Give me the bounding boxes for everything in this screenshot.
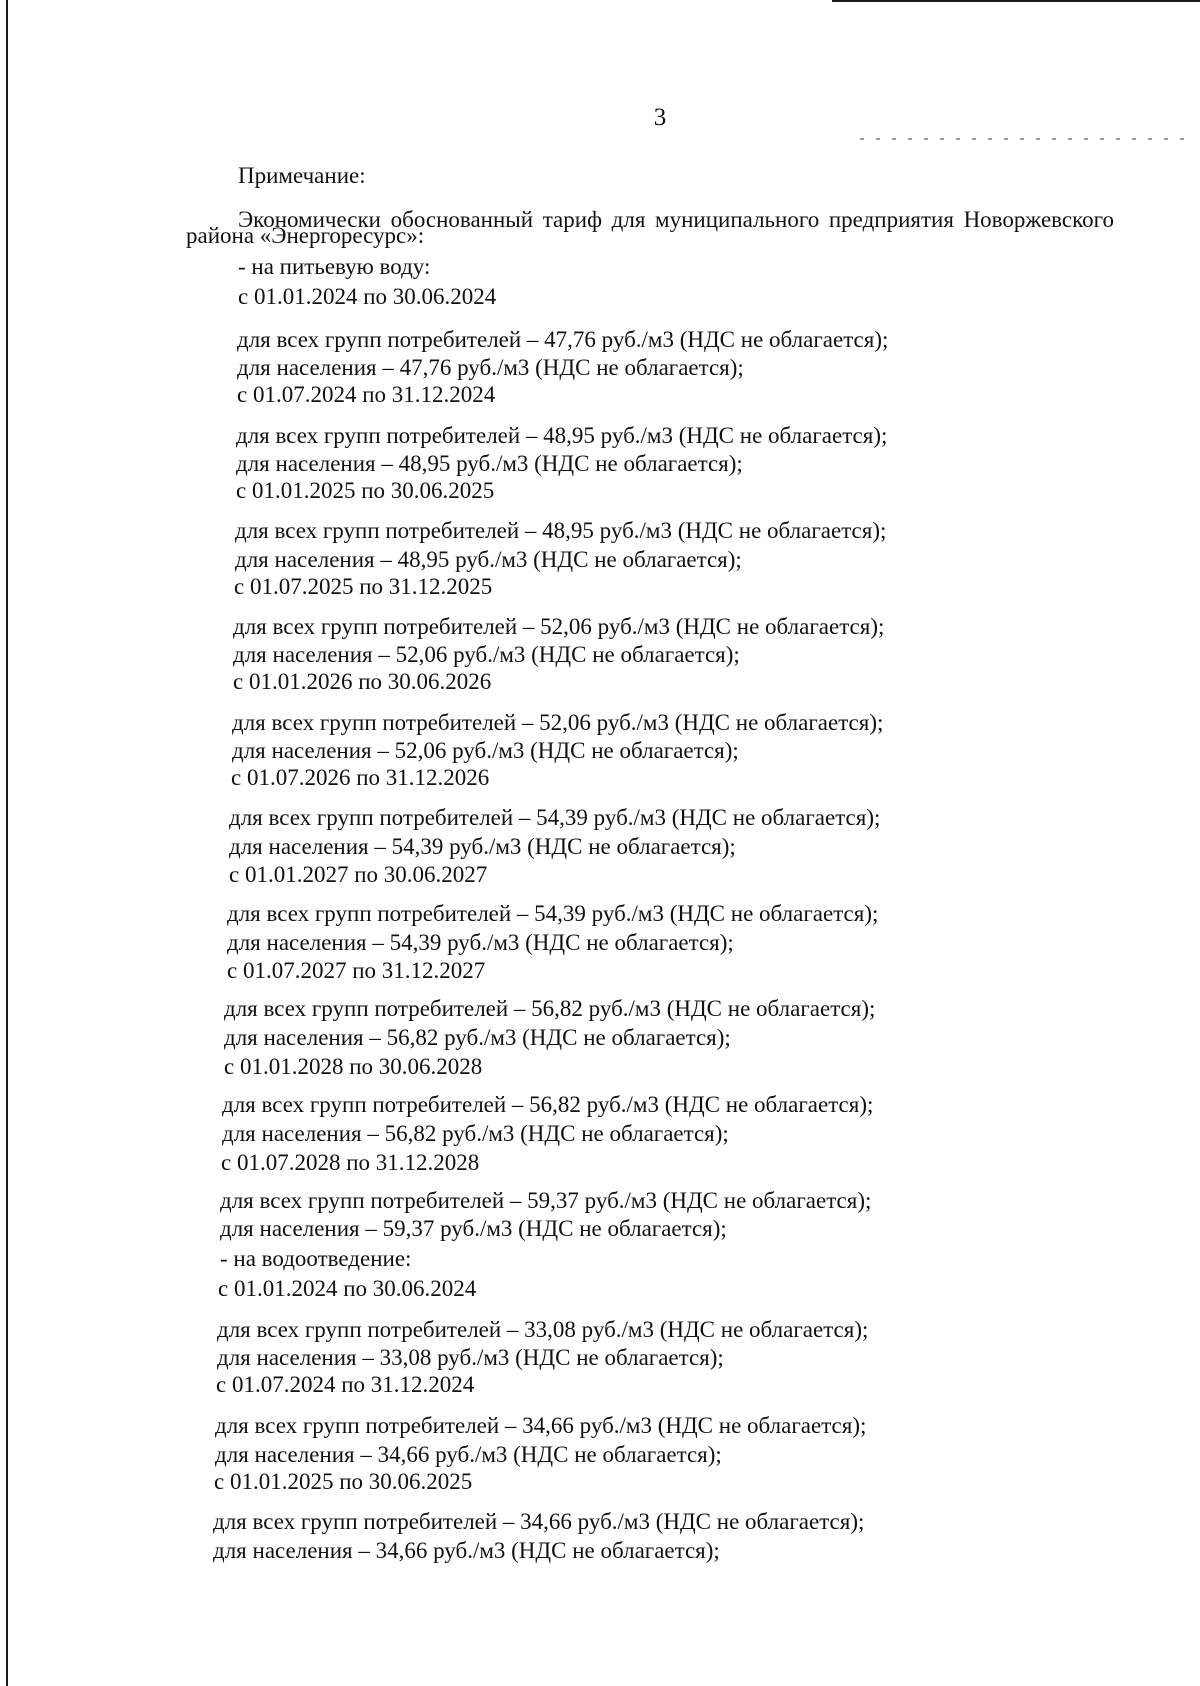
tariff-all-groups: для всех групп потребителей – 59,37 руб./м3 (НДС не облагается); <box>220 1188 872 1213</box>
tariff-population: для населения – 34,66 руб./м3 (НДС не облагается); <box>213 1538 720 1563</box>
scan-noise-dots <box>860 138 1190 140</box>
tariff-period: с 01.07.2024 по 31.12.2024 <box>237 382 496 407</box>
tariff-population: для населения – 52,06 руб./м3 (НДС не облагается); <box>232 738 739 763</box>
tariff-all-groups: для всех групп потребителей – 34,66 руб./м3 (НДС не облагается); <box>215 1413 867 1438</box>
tariff-population: для населения – 54,39 руб./м3 (НДС не облагается); <box>227 930 734 955</box>
tariff-period: с 01.07.2026 по 31.12.2026 <box>231 765 490 790</box>
scan-border-left <box>6 0 8 1686</box>
tariff-population: для населения – 48,95 руб./м3 (НДС не облагается); <box>235 547 742 572</box>
tariff-period: с 01.01.2024 по 30.06.2024 <box>218 1276 477 1301</box>
tariff-all-groups: для всех групп потребителей – 34,66 руб./м3 (НДС не облагается); <box>213 1509 865 1534</box>
tariff-all-groups: для всех групп потребителей – 56,82 руб./м3 (НДС не облагается); <box>222 1092 874 1117</box>
tariff-all-groups: для всех групп потребителей – 52,06 руб./м3 (НДС не облагается); <box>232 710 884 735</box>
note-heading: Примечание: <box>238 163 366 188</box>
tariff-period: с 01.07.2028 по 31.12.2028 <box>221 1150 480 1175</box>
tariff-population: для населения – 56,82 руб./м3 (НДС не облагается); <box>222 1121 729 1146</box>
tariff-population: для населения – 47,76 руб./м3 (НДС не облагается); <box>237 355 744 380</box>
section-heading-wastewater: - на водоотведение: <box>220 1246 412 1271</box>
tariff-all-groups: для всех групп потребителей – 48,95 руб./м3 (НДС не облагается); <box>235 518 887 543</box>
tariff-population: для населения – 56,82 руб./м3 (НДС не облагается); <box>224 1025 731 1050</box>
tariff-period: с 01.01.2028 по 30.06.2028 <box>224 1054 483 1079</box>
section-heading-drinking-water: - на питьевую воду: <box>238 254 431 279</box>
tariff-all-groups: для всех групп потребителей – 48,95 руб./м3 (НДС не облагается); <box>236 423 888 448</box>
tariff-period: с 01.01.2026 по 30.06.2026 <box>233 669 492 694</box>
tariff-all-groups: для всех групп потребителей – 54,39 руб./м3 (НДС не облагается); <box>227 901 879 926</box>
tariff-period: с 01.01.2025 по 30.06.2025 <box>214 1469 473 1494</box>
tariff-all-groups: для всех групп потребителей – 47,76 руб./м3 (НДС не облагается); <box>237 327 889 352</box>
tariff-population: для населения – 59,37 руб./м3 (НДС не облагается); <box>220 1216 727 1241</box>
page-number: 3 <box>653 104 667 131</box>
tariff-period: с 01.07.2024 по 31.12.2024 <box>216 1372 475 1397</box>
tariff-period: с 01.07.2027 по 31.12.2027 <box>227 958 486 983</box>
tariff-period: с 01.07.2025 по 31.12.2025 <box>234 574 493 599</box>
tariff-period: с 01.01.2025 по 30.06.2025 <box>236 478 495 503</box>
intro-line: района «Энергоресурс»: <box>186 223 425 248</box>
tariff-population: для населения – 48,95 руб./м3 (НДС не облагается); <box>236 451 743 476</box>
tariff-population: для населения – 34,66 руб./м3 (НДС не облагается); <box>215 1442 722 1467</box>
scan-border-top <box>832 0 1200 2</box>
tariff-period: с 01.01.2024 по 30.06.2024 <box>238 284 497 309</box>
tariff-population: для населения – 54,39 руб./м3 (НДС не облагается); <box>229 834 736 859</box>
tariff-all-groups: для всех групп потребителей – 33,08 руб./м3 (НДС не облагается); <box>217 1317 869 1342</box>
tariff-population: для населения – 52,06 руб./м3 (НДС не облагается); <box>233 642 740 667</box>
tariff-all-groups: для всех групп потребителей – 54,39 руб./м3 (НДС не облагается); <box>229 805 881 830</box>
intro-line: Экономически обоснованный тариф для муниципального предприятия Новоржевского <box>238 207 1114 232</box>
tariff-all-groups: для всех групп потребителей – 56,82 руб./м3 (НДС не облагается); <box>224 996 876 1021</box>
tariff-all-groups: для всех групп потребителей – 52,06 руб./м3 (НДС не облагается); <box>233 614 885 639</box>
tariff-population: для населения – 33,08 руб./м3 (НДС не облагается); <box>217 1345 724 1370</box>
tariff-period: с 01.01.2027 по 30.06.2027 <box>229 862 488 887</box>
